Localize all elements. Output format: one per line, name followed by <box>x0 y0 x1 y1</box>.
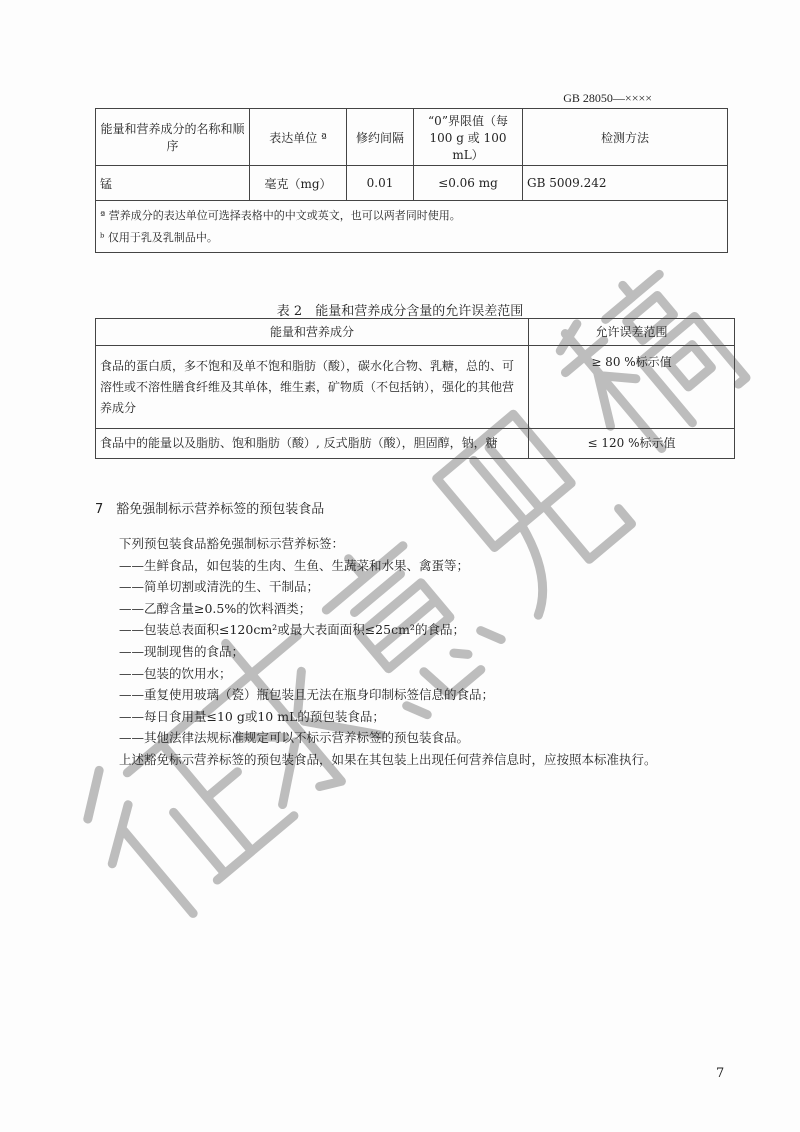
list-item: ——简单切割或清洗的生、干制品； <box>119 579 320 595</box>
header-cell: 修约间隔 <box>347 109 414 166</box>
nutrient-table <box>95 108 728 253</box>
cell: 0.01 <box>347 166 414 201</box>
list-item: ——包装的饮用水； <box>119 665 232 681</box>
closing: 上述豁免标示营养标签的预包装食品，如果在其包装上出现任何营养信息时，应按照本标准执行。 <box>119 751 657 767</box>
header-cell: 表达单位 ª <box>250 109 347 166</box>
list-item: ——重复使用玻璃（瓷）瓶包装且无法在瓶身印制标签信息的食品； <box>119 687 495 703</box>
list-item: ——其他法律法规标准规定可以不标示营养标签的预包装食品。 <box>119 730 470 746</box>
header-cell: 能量和营养成分的名称和顺序 <box>96 109 250 166</box>
cell: ≥ 80 %标示值 <box>529 346 735 429</box>
cell: ≤ 120 %标示值 <box>529 429 735 459</box>
list-item: ——生鲜食品，如包装的生肉、生鱼、生蔬菜和水果、禽蛋等； <box>119 557 470 573</box>
header-cell: 检测方法 <box>523 109 728 166</box>
standard-number: GB 28050—×××× <box>563 91 652 105</box>
table-row <box>96 346 735 429</box>
footnote-b: ᵇ 仅用于乳及乳制品中。 <box>100 230 218 244</box>
table-row <box>96 429 735 459</box>
tolerance-table <box>95 318 735 459</box>
cell: 毫克（mg） <box>250 166 347 201</box>
intro: 下列预包装食品豁免强制标示营养标签： <box>119 536 345 551</box>
list-item: ——乙醇含量≥0.5%的饮料酒类； <box>119 600 312 616</box>
table-row <box>96 166 728 201</box>
cell: ≤0.06 mg <box>414 166 523 201</box>
header-cell: 允许误差范围 <box>529 319 735 346</box>
footnote-a: ª 营养成分的表达单位可选择表格中的中文或英文，也可以两者同时使用。 <box>100 208 461 222</box>
list-item: ——每日食用量≤10 g或10 mL的预包装食品； <box>119 708 385 724</box>
section-heading: 7 豁免强制标示营养标签的预包装食品 <box>95 502 325 517</box>
cell: GB 5009.242 <box>523 166 728 201</box>
cell: 食品中的能量以及脂肪、饱和脂肪（酸）, 反式脂肪（酸），胆固醇，钠，糖 <box>96 429 529 459</box>
table2-caption: 表 2 能量和营养成分含量的允许误差范围 <box>276 304 524 319</box>
footnotes-cell <box>96 201 728 253</box>
list-item: ——包装总表面积≤120cm²或最大表面面积≤25cm²的食品； <box>119 622 465 638</box>
header-cell: “0”界限值（每 100 g 或 100 mL） <box>414 109 523 166</box>
cell: 食品的蛋白质，多不饱和及单不饱和脂肪（酸），碳水化合物、乳糖，总的、可溶性或不溶性膳食纤维及其单体，维生素，矿物质（不包括钠），强化的其他营养成分 <box>96 346 529 429</box>
header-cell: 能量和营养成分 <box>96 319 529 346</box>
section-body <box>119 533 657 771</box>
cell: 锰 <box>96 166 250 201</box>
page-number: 7 <box>716 1066 725 1081</box>
list-item: ——现制现售的食品； <box>119 643 245 659</box>
